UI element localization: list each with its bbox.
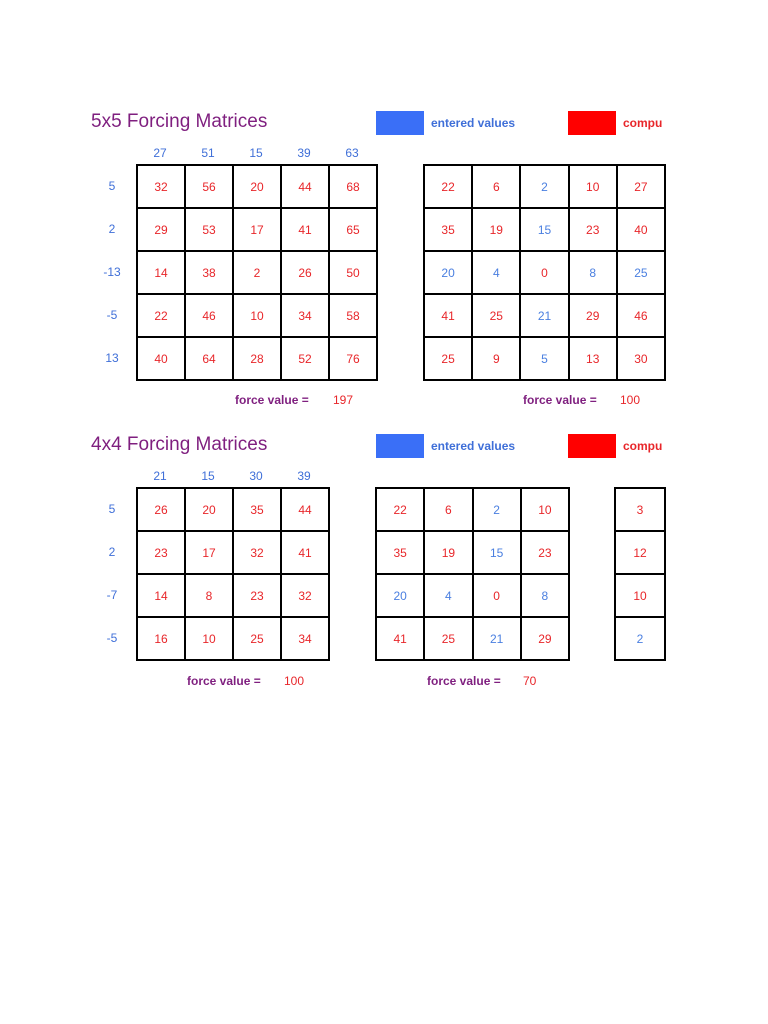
matrix-4x4-left-cell: 35 [234, 489, 282, 532]
force-value-label-4x4-right: force value = [427, 674, 501, 688]
matrix-4x4-left-cell: 26 [138, 489, 186, 532]
matrix-5x5-right-cell: 40 [618, 209, 666, 252]
force-value-label-4x4-left: force value = [187, 674, 261, 688]
matrix-5x5-right-cell: 20 [425, 252, 473, 295]
matrix-4x4-left-cell: 44 [282, 489, 330, 532]
matrix-5x5-right-cell: 19 [473, 209, 521, 252]
matrix-4x4-side-cell: 3 [616, 489, 666, 532]
column-header: 51 [201, 146, 215, 160]
row-header: -7 [106, 588, 118, 602]
section-4x4-title: 4x4 Forcing Matrices [91, 434, 268, 455]
matrix-5x5-left-cell: 44 [282, 166, 330, 209]
force-value-4x4-right: 70 [523, 674, 537, 688]
matrix-5x5-left-cell: 76 [330, 338, 378, 381]
matrix-5x5-left-cell: 26 [282, 252, 330, 295]
matrix-5x5-right-cell: 22 [425, 166, 473, 209]
matrix-5x5-left-cell: 58 [330, 295, 378, 338]
row-header: -5 [106, 631, 118, 645]
matrix-5x5-right-cell: 13 [570, 338, 618, 381]
matrix-4x4-right-cell: 35 [377, 532, 425, 575]
matrix-4x4-left-cell: 25 [234, 618, 282, 661]
matrix-5x5-left-cell: 65 [330, 209, 378, 252]
force-value-label-5x5-left: force value = [235, 393, 309, 407]
matrix-5x5-right-cell: 46 [618, 295, 666, 338]
matrix-4x4-right-cell: 19 [425, 532, 473, 575]
matrix-4x4-right-cell: 10 [522, 489, 570, 532]
matrix-5x5-right-cell: 8 [570, 252, 618, 295]
column-header: 15 [249, 146, 263, 160]
matrix-4x4-right-cell: 8 [522, 575, 570, 618]
matrix-5x5-left-cell: 22 [138, 295, 186, 338]
matrix-4x4-left-cell: 23 [138, 532, 186, 575]
matrix-5x5-left-cell: 40 [138, 338, 186, 381]
force-value-5x5-right: 100 [620, 393, 641, 407]
matrix-5x5-left-cell: 64 [186, 338, 234, 381]
matrix-4x4-left-cell: 32 [234, 532, 282, 575]
matrix-5x5-right-cell: 2 [521, 166, 569, 209]
matrix-5x5-left [136, 164, 378, 381]
matrix-4x4-side-cell: 12 [616, 532, 666, 575]
matrix-5x5-right-cell: 35 [425, 209, 473, 252]
matrix-5x5-right-cell: 21 [521, 295, 569, 338]
matrix-5x5-right-cell: 25 [425, 338, 473, 381]
matrix-5x5-right-cell: 6 [473, 166, 521, 209]
computed-values-swatch-4x4 [568, 434, 616, 458]
entered-values-swatch-4x4 [376, 434, 424, 458]
entered-values-label-5x5: entered values [431, 116, 516, 130]
matrix-5x5-left-cell: 28 [234, 338, 282, 381]
matrix-5x5-right-cell: 30 [618, 338, 666, 381]
computed-values-swatch-5x5 [568, 111, 616, 135]
matrix-5x5-right-cell: 4 [473, 252, 521, 295]
row-header: 5 [108, 502, 116, 516]
matrix-4x4-left-cell: 41 [282, 532, 330, 575]
matrix-4x4-left-cell: 23 [234, 575, 282, 618]
matrix-5x5-left-cell: 14 [138, 252, 186, 295]
matrix-4x4-right-cell: 25 [425, 618, 473, 661]
matrix-5x5-left-cell: 53 [186, 209, 234, 252]
matrix-5x5-right-cell: 41 [425, 295, 473, 338]
matrix-4x4-left-cell: 17 [186, 532, 234, 575]
force-value-5x5-left: 197 [333, 393, 354, 407]
matrix-5x5-left-cell: 17 [234, 209, 282, 252]
column-header: 27 [153, 146, 167, 160]
row-header: 13 [105, 351, 119, 365]
matrix-4x4-right-cell: 15 [474, 532, 522, 575]
matrix-4x4-side-cell: 2 [616, 618, 666, 661]
entered-values-swatch-5x5 [376, 111, 424, 135]
matrix-5x5-left-cell: 68 [330, 166, 378, 209]
matrix-4x4-left-cell: 16 [138, 618, 186, 661]
column-header: 30 [249, 469, 263, 483]
matrix-4x4-right-cell: 22 [377, 489, 425, 532]
matrix-5x5-left-cell: 20 [234, 166, 282, 209]
matrix-5x5-left-cell: 50 [330, 252, 378, 295]
matrix-5x5-right-cell: 29 [570, 295, 618, 338]
matrix-4x4-left-cell: 8 [186, 575, 234, 618]
computed-values-label-4x4: compu [623, 439, 663, 453]
matrix-4x4-side-column [614, 487, 666, 661]
matrix-4x4-right-cell: 0 [474, 575, 522, 618]
matrix-5x5-right-cell: 9 [473, 338, 521, 381]
matrix-5x5-right-cell: 15 [521, 209, 569, 252]
matrix-4x4-left [136, 487, 330, 661]
matrix-5x5-right-cell: 0 [521, 252, 569, 295]
section-5x5-title: 5x5 Forcing Matrices [91, 111, 268, 132]
matrix-4x4-side-cell: 10 [616, 575, 666, 618]
row-header: -13 [103, 265, 121, 279]
matrix-4x4-right-cell: 41 [377, 618, 425, 661]
matrix-5x5-left-cell: 52 [282, 338, 330, 381]
entered-values-label-4x4: entered values [431, 439, 516, 453]
column-header: 39 [297, 469, 311, 483]
matrix-4x4-left-cell: 20 [186, 489, 234, 532]
matrix-5x5-right-cell: 25 [618, 252, 666, 295]
force-value-label-5x5-right: force value = [523, 393, 597, 407]
matrix-4x4-left-cell: 32 [282, 575, 330, 618]
matrix-4x4-right-cell: 21 [474, 618, 522, 661]
matrix-4x4-right-cell: 2 [474, 489, 522, 532]
matrix-5x5-left-cell: 2 [234, 252, 282, 295]
matrix-5x5-left-cell: 32 [138, 166, 186, 209]
matrix-5x5-left-cell: 46 [186, 295, 234, 338]
matrix-4x4-left-cell: 14 [138, 575, 186, 618]
matrix-5x5-left-cell: 34 [282, 295, 330, 338]
column-header: 39 [297, 146, 311, 160]
matrix-5x5-left-cell: 56 [186, 166, 234, 209]
matrix-4x4-right-cell: 20 [377, 575, 425, 618]
matrix-5x5-left-cell: 10 [234, 295, 282, 338]
column-header: 15 [201, 469, 215, 483]
matrix-5x5-right-cell: 25 [473, 295, 521, 338]
row-header: 2 [108, 222, 116, 236]
matrix-5x5-right [423, 164, 666, 381]
computed-values-label-5x5: compu [623, 116, 663, 130]
matrix-5x5-right-cell: 27 [618, 166, 666, 209]
matrix-4x4-right-cell: 23 [522, 532, 570, 575]
row-header: 5 [108, 179, 116, 193]
column-header: 63 [345, 146, 359, 160]
force-value-4x4-left: 100 [284, 674, 305, 688]
matrix-5x5-right-cell: 10 [570, 166, 618, 209]
matrix-5x5-left-cell: 29 [138, 209, 186, 252]
row-header: -5 [106, 308, 118, 322]
matrix-4x4-left-cell: 10 [186, 618, 234, 661]
matrix-4x4-left-cell: 34 [282, 618, 330, 661]
matrix-5x5-left-cell: 41 [282, 209, 330, 252]
matrix-4x4-right-cell: 29 [522, 618, 570, 661]
matrix-4x4-right-cell: 6 [425, 489, 473, 532]
matrix-4x4-right [375, 487, 570, 661]
matrix-5x5-right-cell: 23 [570, 209, 618, 252]
row-header: 2 [108, 545, 116, 559]
matrix-5x5-left-cell: 38 [186, 252, 234, 295]
matrix-5x5-right-cell: 5 [521, 338, 569, 381]
column-header: 21 [153, 469, 167, 483]
matrix-4x4-right-cell: 4 [425, 575, 473, 618]
